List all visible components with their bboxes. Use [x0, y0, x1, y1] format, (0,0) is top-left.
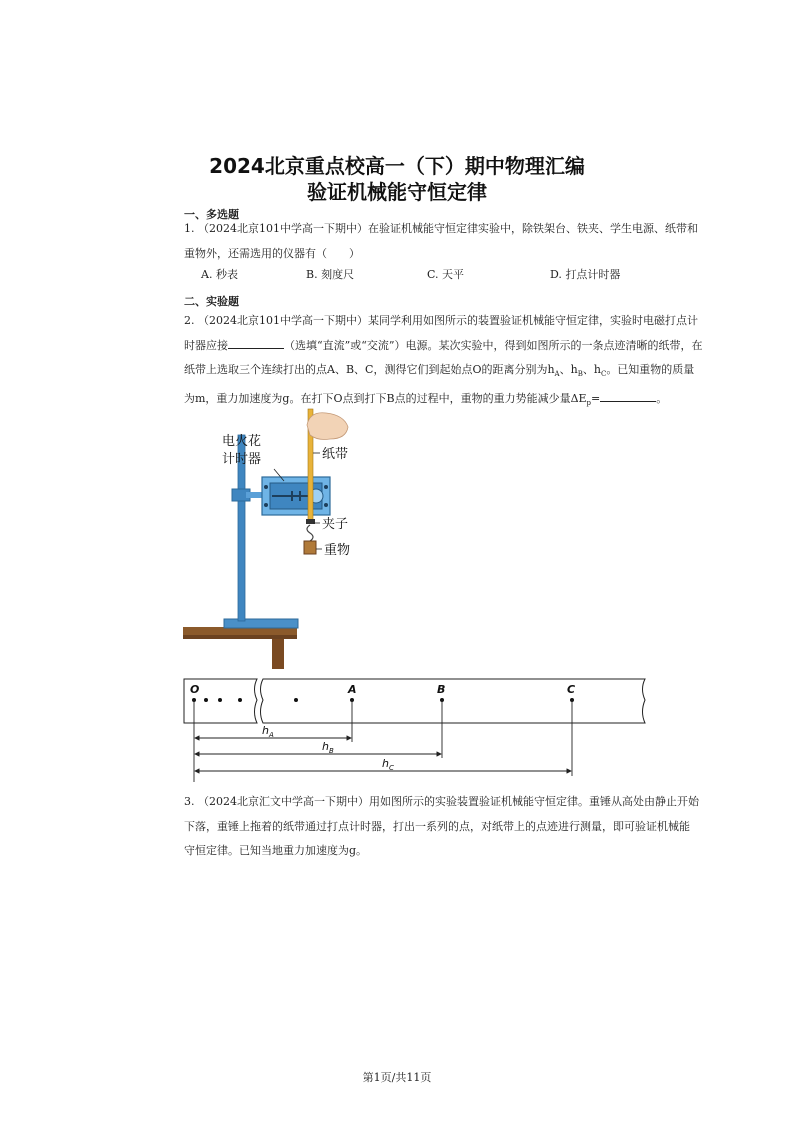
label-weight: 重物 — [324, 543, 351, 558]
clamp-arm — [246, 492, 264, 498]
option-d[interactable]: D. 打点计时器 — [550, 268, 621, 281]
tape-dot — [204, 698, 208, 702]
label-point-c: C — [567, 683, 576, 696]
stand-base — [224, 619, 298, 628]
question-1 — [184, 217, 758, 266]
tape-diagram — [180, 676, 660, 784]
label-point-a: A — [348, 683, 357, 696]
option-c[interactable]: C. 天平 — [427, 268, 465, 281]
answer-blank-potential-energy[interactable] — [600, 390, 656, 402]
label-timer-line1: 电火花 — [222, 434, 262, 449]
question-3-line-2: 下落，重锤上拖着的纸带通过打点计时器，打出一系列的点，对纸带上的点迹进行测量，即可验证机械能 — [184, 819, 690, 833]
answer-blank-power-type[interactable] — [228, 337, 284, 349]
question-2-line-1: 2. （2024北京101中学高一下期中）某同学利用如图所示的装置验证机械能守恒定律，实验时电磁打点计 — [184, 314, 698, 327]
label-hb: $h_B$ — [322, 740, 334, 755]
section-heading-experiment: 二、实验题 — [184, 295, 239, 308]
question-3-line-3: 守恒定律。已知当地重力加速度为g。 — [184, 844, 368, 857]
question-2 — [184, 309, 758, 415]
question-3-line-1: 3. （2024北京汇文中学高一下期中）用如图所示的实验装置验证机械能守恒定律。重锤从高处由静止开始 — [184, 795, 699, 808]
option-a[interactable]: A. 秒表 — [201, 268, 238, 281]
page-number: 第1页/共11页 — [362, 1071, 432, 1084]
table-leg — [272, 639, 284, 669]
tape-dot — [218, 698, 222, 702]
hook — [307, 525, 313, 541]
question-2-line-2: 时器应接 （选填“直流”或“交流”）电源。某次实验中，得到如图所示的一条点迹清晰的纸带，在 — [184, 338, 703, 352]
question-3 — [184, 790, 758, 864]
section-heading-multiple-choice: 一、多选题 — [184, 208, 239, 221]
question-2-line-3: 纸带上选取三个连续打出的点A、B、C，测得它们到起始点O的距离分别为$h_A$、$h_B$、$h_C$。已知重物的质量 — [184, 363, 695, 379]
label-point-o: O — [190, 683, 200, 696]
option-b[interactable]: B. 刻度尺 — [306, 268, 355, 281]
tape-dot — [238, 698, 242, 702]
question-2-line-4: 为m，重力加速度为g。在打下O点到打下B点的过程中，重物的重力势能减少量$\Delta E_p=$ 。 — [184, 391, 668, 407]
document-title: 2024北京重点校高一（下）期中物理汇编 — [209, 154, 585, 178]
label-timer-line2: 计时器 — [222, 452, 262, 467]
document-subtitle: 验证机械能守恒定律 — [307, 180, 487, 204]
table-edge — [183, 635, 297, 639]
tape-dot — [294, 698, 298, 702]
label-clip: 夹子 — [322, 517, 349, 532]
weight — [304, 541, 316, 554]
label-paper-tape: 纸带 — [322, 447, 349, 462]
label-hc: $h_C$ — [382, 757, 394, 772]
question-1-line-2: 重物外，还需选用的仪器有（ ） — [184, 246, 360, 260]
tape-segment-right — [261, 679, 646, 723]
label-point-b: B — [437, 683, 446, 696]
apparatus-figure — [180, 405, 360, 673]
question-1-line-1: 1. （2024北京101中学高一下期中）在验证机械能守恒定律实验中，除铁架台、铁夹、学生电源、纸带和 — [184, 222, 698, 235]
question-1-options — [184, 266, 758, 288]
label-ha: $h_A$ — [262, 724, 274, 739]
hand — [307, 413, 348, 440]
